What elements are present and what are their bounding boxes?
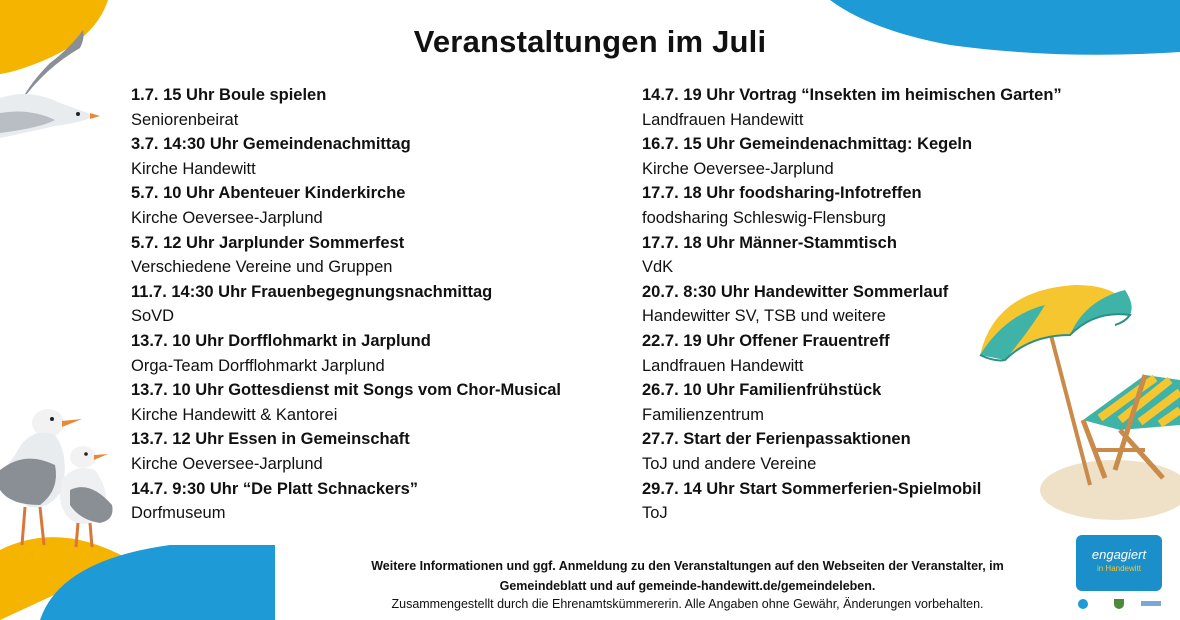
logo-line-2: in Handewitt — [1096, 564, 1142, 573]
footer-line-1: Weitere Informationen und ggf. Anmeldung zu den Veranstaltungen auf den Webseiten der Veranstalter, im — [371, 559, 1004, 573]
event-title: 1.7. 15 Uhr Boule spielen — [131, 86, 327, 104]
event-title: 22.7. 19 Uhr Offener Frauentreff — [642, 331, 890, 350]
event-title: 20.7. 8:30 Uhr Handewitter Sommerlauf — [642, 282, 949, 301]
right-event-list — [642, 83, 1062, 526]
deck-chair-icon — [1075, 370, 1180, 485]
event-title: 29.7. 14 Uhr Start Sommerferien-Spielmobil — [642, 479, 982, 498]
event-title: 13.7. 10 Uhr Dorfflohmarkt in Jarplund — [131, 331, 431, 350]
event-organizer: VdK — [642, 258, 674, 277]
event-organizer: Familienzentrum — [642, 405, 764, 424]
footer-disclaimer: Zusammengestellt durch die Ehrenamtskümmererin. Alle Angaben ohne Gewähr, Änderungen vorbehalten. — [391, 597, 984, 611]
event-organizer: Verschiedene Vereine und Gruppen — [131, 258, 393, 277]
event-organizer: Seniorenbeirat — [131, 110, 239, 129]
event-title: 17.7. 18 Uhr Männer-Stammtisch — [642, 233, 897, 252]
event-organizer: Kirche Oeversee-Jarplund — [642, 159, 834, 178]
partner-logo-2-icon — [1140, 598, 1162, 610]
event-title: 11.7. 14:30 Uhr Frauenbegegnungsnachmittag — [131, 282, 493, 301]
event-organizer: SoVD — [131, 307, 175, 326]
event-organizer: Kirche Handewitt & Kantorei — [131, 405, 338, 424]
event-title: 14.7. 9:30 Uhr “De Platt Schnackers” — [131, 479, 419, 498]
event-title: 5.7. 12 Uhr Jarplunder Sommerfest — [131, 233, 405, 252]
event-organizer: Landfrauen Handewitt — [642, 110, 804, 129]
event-title: 16.7. 15 Uhr Gemeindenachmittag: Kegeln — [642, 135, 973, 154]
engagiert-logo — [1076, 535, 1162, 591]
event-title: 14.7. 19 Uhr Vortrag “Insekten im heimischen Garten” — [642, 86, 1062, 104]
event-organizer: ToJ — [642, 504, 668, 523]
event-title: 26.7. 10 Uhr Familienfrühstück — [642, 381, 882, 400]
event-organizer: Dorfmuseum — [131, 504, 226, 523]
event-organizer: Kirche Oeversee-Jarplund — [131, 208, 323, 227]
event-organizer: Kirche Handewitt — [131, 159, 256, 178]
event-organizer: ToJ und andere Vereine — [642, 454, 817, 473]
footer-info — [320, 556, 1055, 596]
event-organizer: Landfrauen Handewitt — [642, 356, 804, 375]
left-event-list — [131, 83, 611, 526]
crest-icon — [1112, 598, 1126, 610]
event-title: 5.7. 10 Uhr Abenteuer Kinderkirche — [131, 184, 406, 203]
event-title: 27.7. Start der Ferienpassaktionen — [642, 430, 911, 449]
event-organizer: Handewitter SV, TSB und weitere — [642, 307, 886, 326]
page-title: Veranstaltungen im Juli — [413, 24, 767, 59]
partner-logo-icon — [1076, 598, 1090, 610]
event-organizer: Orga-Team Dorfflohmarkt Jarplund — [131, 356, 385, 375]
event-organizer: Kirche Oeversee-Jarplund — [131, 454, 323, 473]
event-title: 13.7. 10 Uhr Gottesdienst mit Songs vom Chor-Musical — [131, 381, 562, 400]
logo-line-1: engagiert — [1091, 547, 1147, 562]
footer-line-2: Gemeindeblatt und auf gemeinde-handewitt.de/gemeindeleben. — [499, 579, 876, 593]
seagulls-standing-icon — [0, 395, 125, 550]
event-title: 17.7. 18 Uhr foodsharing-Infotreffen — [642, 184, 922, 203]
event-organizer: foodsharing Schleswig-Flensburg — [642, 208, 886, 227]
event-title: 13.7. 12 Uhr Essen in Gemeinschaft — [131, 430, 410, 449]
event-title: 3.7. 14:30 Uhr Gemeindenachmittag — [131, 135, 411, 154]
